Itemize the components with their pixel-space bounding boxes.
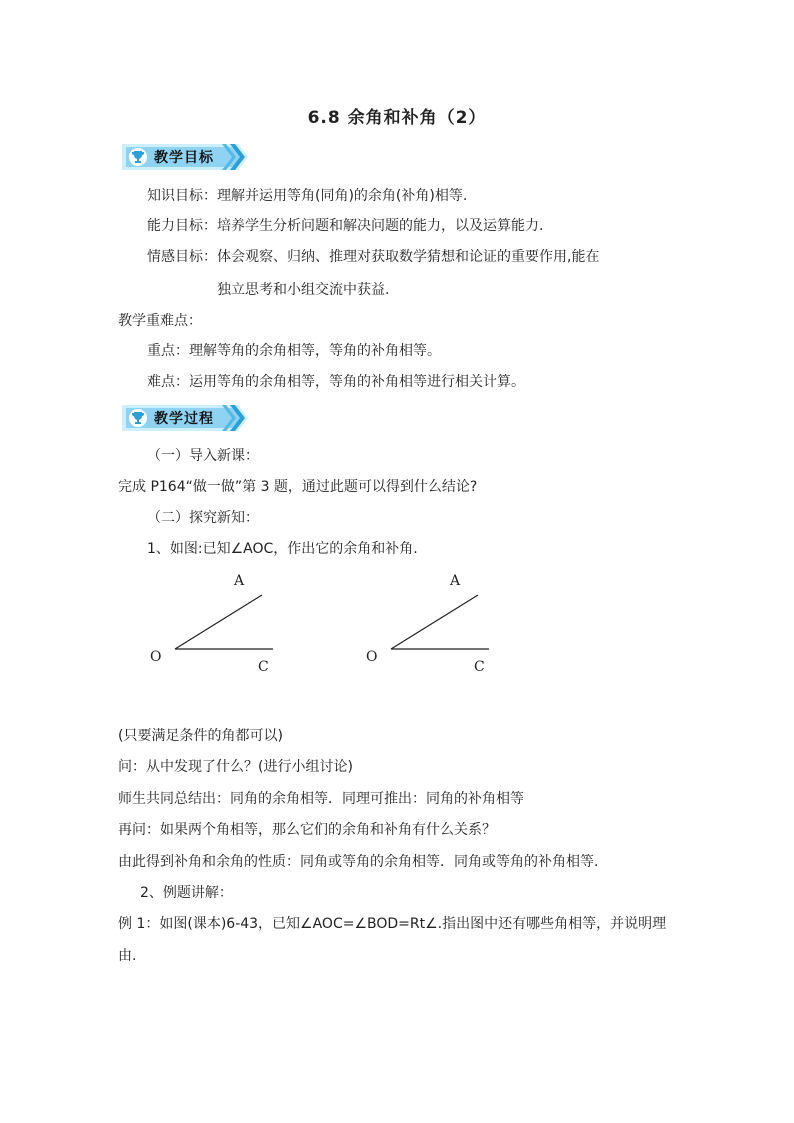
- key-point-difficulty: 难点：运用等角的余角相等，等角的补角相等进行相关计算。: [147, 374, 525, 390]
- intro-text: 完成 P164“做一做”第 3 题，通过此题可以得到什么结论?: [118, 479, 478, 495]
- example1-text-cont: 由.: [118, 948, 137, 964]
- section-title-process: 教学过程: [154, 411, 214, 427]
- point-c-label: C: [474, 659, 485, 675]
- ray-oa: [391, 595, 478, 649]
- point-a-label: A: [234, 573, 245, 589]
- point-a-label: A: [450, 573, 461, 589]
- section-banner-goals: [122, 144, 248, 170]
- property-text: 由此得到补角和余角的性质：同角或等角的余角相等．同角或等角的补角相等.: [118, 854, 599, 870]
- section-banner-process: [122, 405, 248, 431]
- note-text: (只要满足条件的角都可以): [118, 728, 283, 744]
- point-o-label: O: [366, 649, 378, 665]
- goal-ability: 能力目标：培养学生分析问题和解决问题的能力，以及运算能力.: [147, 218, 544, 234]
- angle-figure-left: [140, 565, 290, 680]
- intro-heading: （一）导入新课：: [147, 448, 259, 464]
- example1-text: 例 1：如图(课本)6-43，已知∠AOC=∠BOD=Rt∠.指出图中还有哪些角相等，并说明理: [118, 916, 667, 932]
- point-c-label: C: [258, 659, 269, 675]
- question-text: 问：从中发现了什么？(进行小组讨论): [118, 759, 353, 775]
- ray-oa: [175, 595, 262, 649]
- trophy-icon: [131, 411, 145, 425]
- section-title-goals: 教学目标: [154, 150, 214, 166]
- key-points-heading: 教学重难点：: [118, 313, 202, 329]
- goal-emotion: 情感目标：体会观察、归纳、推理对获取数学猜想和论证的重要作用,能在: [147, 249, 600, 265]
- question2-text: 再问：如果两个角相等，那么它们的余角和补角有什么关系？: [118, 822, 496, 838]
- page-title: 6.8 余角和补角（2）: [307, 108, 487, 128]
- item1-text: 1、如图:已知∠AOC，作出它的余角和补角.: [147, 541, 418, 557]
- explore-heading: （二）探究新知：: [147, 510, 259, 526]
- key-point-focus: 重点：理解等角的余角相等，等角的补角相等。: [147, 343, 441, 359]
- trophy-icon: [131, 150, 145, 164]
- angle-figure-right: [356, 565, 506, 680]
- item2-text: 2、例题讲解：: [140, 885, 233, 901]
- goal-knowledge: 知识目标：理解并运用等角(同角)的余角(补角)相等.: [147, 188, 468, 204]
- point-o-label: O: [150, 649, 162, 665]
- summary-text: 师生共同总结出：同角的余角相等．同理可推出：同角的补角相等: [118, 791, 524, 807]
- goal-emotion-cont: 独立思考和小组交流中获益.: [217, 282, 390, 298]
